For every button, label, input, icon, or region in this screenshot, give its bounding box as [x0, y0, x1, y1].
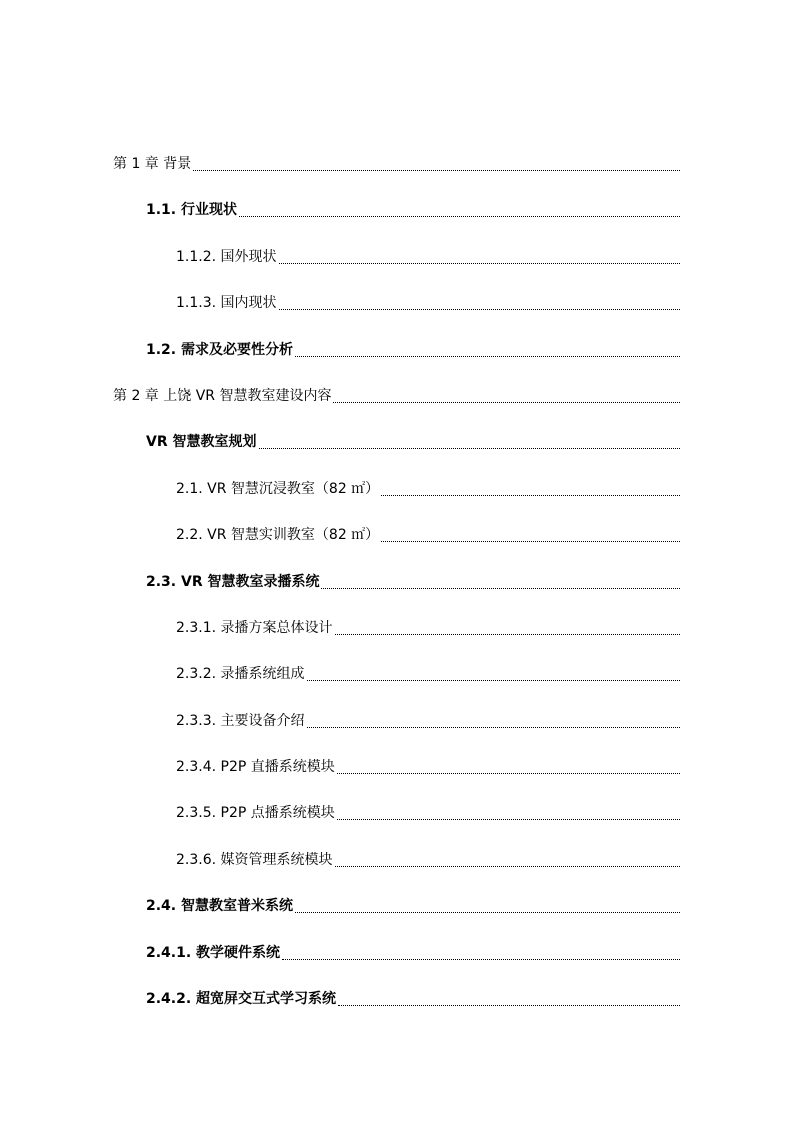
toc-entry-label: 2.2. VR 智慧实训教室（82 ㎡）	[176, 527, 380, 544]
toc-entry-2-3-3[interactable]	[0, 711, 793, 757]
toc-dot-leader	[259, 432, 681, 452]
toc-entry-label: 第 1 章 背景	[113, 156, 192, 172]
toc-dot-leader	[282, 943, 680, 963]
toc-entry-2-3-2[interactable]	[0, 664, 793, 710]
toc-dot-leader	[337, 803, 680, 823]
toc-entry-2-3-6[interactable]	[0, 850, 793, 896]
toc-entry-2-4-1[interactable]	[0, 943, 793, 989]
toc-entry-2-3-4[interactable]	[0, 757, 793, 803]
toc-entry-1-2[interactable]	[0, 340, 793, 386]
toc-entry-label: 2.4.2. 超宽屏交互式学习系统	[146, 991, 337, 1008]
toc-entry-label: 1.1.2. 国外现状	[176, 248, 277, 265]
toc-dot-leader	[295, 340, 680, 360]
toc-entry-1-1[interactable]	[0, 200, 793, 246]
toc-dot-leader	[307, 711, 680, 731]
toc-entry-label: 2.3.2. 录播系统组成	[176, 666, 305, 683]
toc-entry-label: 2.4. 智慧教室普米系统	[146, 898, 293, 915]
toc-dot-leader	[279, 247, 680, 267]
toc-dot-leader	[193, 154, 680, 174]
table-of-contents	[0, 154, 793, 1035]
toc-entry-label: 2.3.5. P2P 点播系统模块	[176, 805, 335, 822]
toc-dot-leader	[381, 525, 680, 545]
toc-dot-leader	[333, 386, 680, 406]
toc-entry-1-1-3[interactable]	[0, 293, 793, 339]
toc-entry-label: 2.3.3. 主要设备介绍	[176, 712, 305, 729]
toc-entry-label: VR 智慧教室规划	[146, 434, 257, 451]
toc-dot-leader	[295, 896, 680, 916]
toc-entry-label: 2.1. VR 智慧沉浸教室（82 ㎡）	[176, 480, 380, 497]
toc-entry-label: 2.3. VR 智慧教室录播系统	[146, 573, 320, 590]
toc-entry-label: 2.3.1. 录播方案总体设计	[176, 619, 333, 636]
toc-entry-chapter-1[interactable]	[0, 154, 793, 200]
toc-entry-1-1-2[interactable]	[0, 247, 793, 293]
toc-entry-label: 1.1. 行业现状	[146, 202, 237, 219]
toc-dot-leader	[307, 664, 680, 684]
toc-entry-2-4-2[interactable]	[0, 989, 793, 1035]
toc-entry-label: 2.3.6. 媒资管理系统模块	[176, 851, 333, 868]
toc-entry-chapter-2[interactable]	[0, 386, 793, 432]
toc-dot-leader	[338, 989, 680, 1009]
toc-entry-label: 1.1.3. 国内现状	[176, 295, 277, 312]
toc-entry-label: 1.2. 需求及必要性分析	[146, 341, 293, 358]
toc-entry-label: 2.4.1. 教学硬件系统	[146, 944, 281, 961]
toc-entry-2-3[interactable]	[0, 572, 793, 618]
toc-dot-leader	[335, 618, 680, 638]
toc-entry-2-3-5[interactable]	[0, 803, 793, 849]
toc-dot-leader	[239, 200, 680, 220]
toc-dot-leader	[321, 572, 680, 592]
toc-entry-2-3-1[interactable]	[0, 618, 793, 664]
toc-entry-label: 第 2 章 上饶 VR 智慧教室建设内容	[113, 387, 332, 404]
toc-entry-label: 2.3.4. P2P 直播系统模块	[176, 759, 335, 776]
toc-entry-vr-planning[interactable]	[0, 432, 793, 478]
toc-dot-leader	[279, 293, 680, 313]
toc-dot-leader	[335, 850, 680, 870]
toc-dot-leader	[337, 757, 680, 777]
toc-entry-2-2[interactable]	[0, 525, 793, 571]
toc-dot-leader	[381, 479, 680, 499]
toc-entry-2-4[interactable]	[0, 896, 793, 942]
toc-entry-2-1[interactable]	[0, 479, 793, 525]
